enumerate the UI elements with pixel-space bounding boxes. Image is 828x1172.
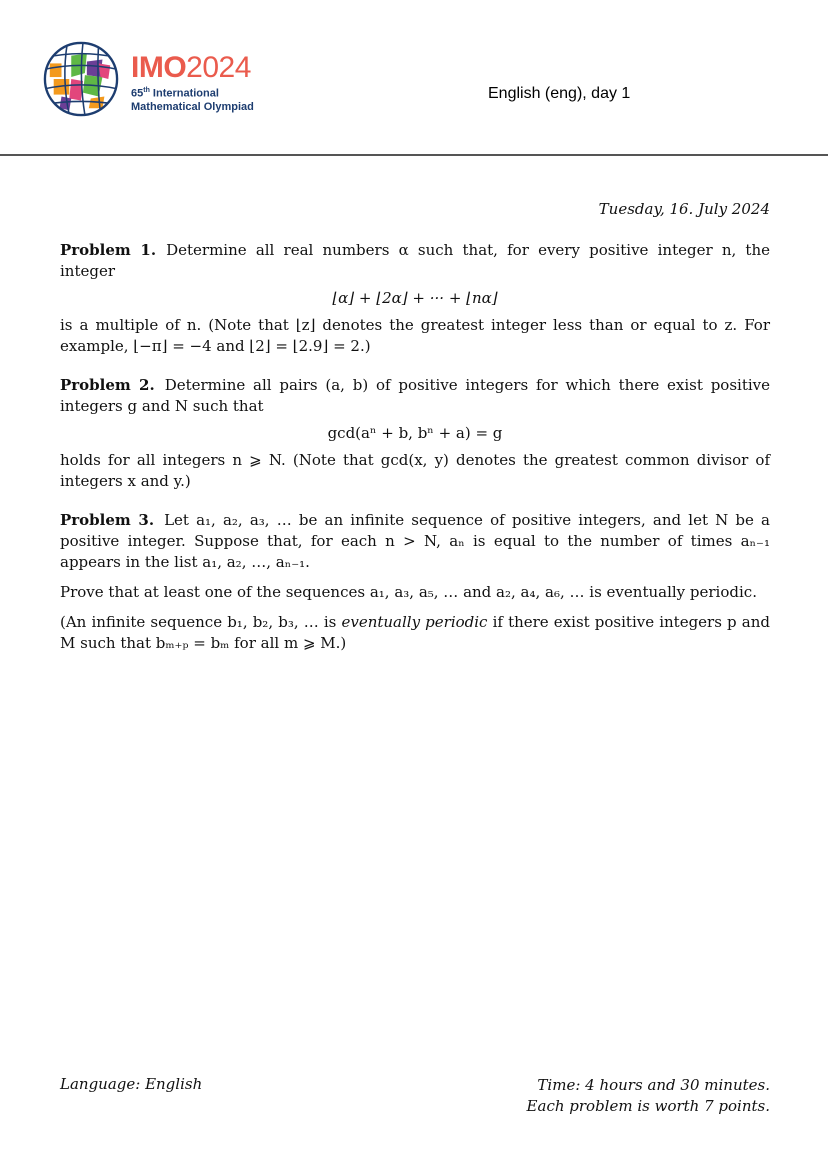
language-day-label: English (eng), day 1 xyxy=(488,85,631,102)
exam-date: Tuesday, 16. July 2024 xyxy=(598,200,770,218)
problem-1-intro: Determine all real numbers α such that, for every positive integer n, the integer xyxy=(60,241,770,280)
problem-3-definition xyxy=(60,612,770,654)
problem-2-formula: gcd(aⁿ + b, bⁿ + a) = g xyxy=(327,424,503,442)
problem-1-after: is a multiple of n. (Note that ⌊z⌋ denotes the greatest integer less than or equal to z. For example, ⌊−π⌋ = −4 and ⌊2⌋ = ⌊2.9⌋ = 2.) xyxy=(60,316,770,355)
logo-title-year: 2024 xyxy=(186,51,251,84)
problem-3-def-term: eventually periodic xyxy=(341,613,488,631)
logo-title-imo: IMO xyxy=(131,51,187,84)
footer-info xyxy=(527,1075,770,1117)
problem-3-def-end: if there exist positive integers p and M such that bₘ₊ₚ = bₘ for all m ⩾ M.) xyxy=(60,613,770,652)
problem-1 xyxy=(60,240,770,357)
problems-section xyxy=(60,240,770,672)
imo-globe-logo-icon xyxy=(42,40,120,118)
problem-2-statement xyxy=(60,375,770,417)
problem-3-statement xyxy=(60,510,770,573)
problem-3-def-start: (An infinite sequence b₁, b₂, b₃, … is xyxy=(60,613,342,631)
problem-3-intro: Let a₁, a₂, a₃, … be an infinite sequence of positive integers, and let N be a positive integer. Suppose that, for each n > N, aₙ is equal to the number of times aₙ₋₁ appears in the list a₁, a₂, …, aₙ₋₁. xyxy=(60,511,770,571)
problem-3-label: Problem 3. xyxy=(60,511,155,529)
logo-title xyxy=(131,52,254,84)
problem-2 xyxy=(60,375,770,492)
logo-ordinal-suffix: th xyxy=(143,87,150,94)
page-header xyxy=(0,0,828,156)
logo-ordinal: 65 xyxy=(131,87,144,100)
logo-subtitle-line2: Mathematical Olympiad xyxy=(131,100,254,113)
problem-2-label: Problem 2. xyxy=(60,376,155,394)
logo-international: International xyxy=(149,87,219,100)
problem-3-task: Prove that at least one of the sequences a₁, a₃, a₅, … and a₂, a₄, a₆, … is eventually periodic. xyxy=(60,583,757,601)
logo-subtitle-line1 xyxy=(131,85,254,100)
footer-points: Each problem is worth 7 points. xyxy=(526,1097,770,1115)
problem-3 xyxy=(60,510,770,654)
header-divider xyxy=(0,154,828,156)
problem-2-after: holds for all integers n ⩾ N. (Note that gcd(x, y) denotes the greatest common divisor of integers x and y.) xyxy=(60,451,770,490)
problem-1-formula: ⌊α⌋ + ⌊2α⌋ + ··· + ⌊nα⌋ xyxy=(332,289,498,307)
problem-1-statement xyxy=(60,240,770,282)
problem-1-label: Problem 1. xyxy=(60,241,157,259)
footer-time: Time: 4 hours and 30 minutes. xyxy=(537,1076,770,1094)
problem-2-intro: Determine all pairs (a, b) of positive integers for which there exist positive integers g and N such that xyxy=(60,376,770,415)
footer-language: Language: English xyxy=(60,1075,203,1093)
imo-logo-wordmark xyxy=(131,52,254,113)
